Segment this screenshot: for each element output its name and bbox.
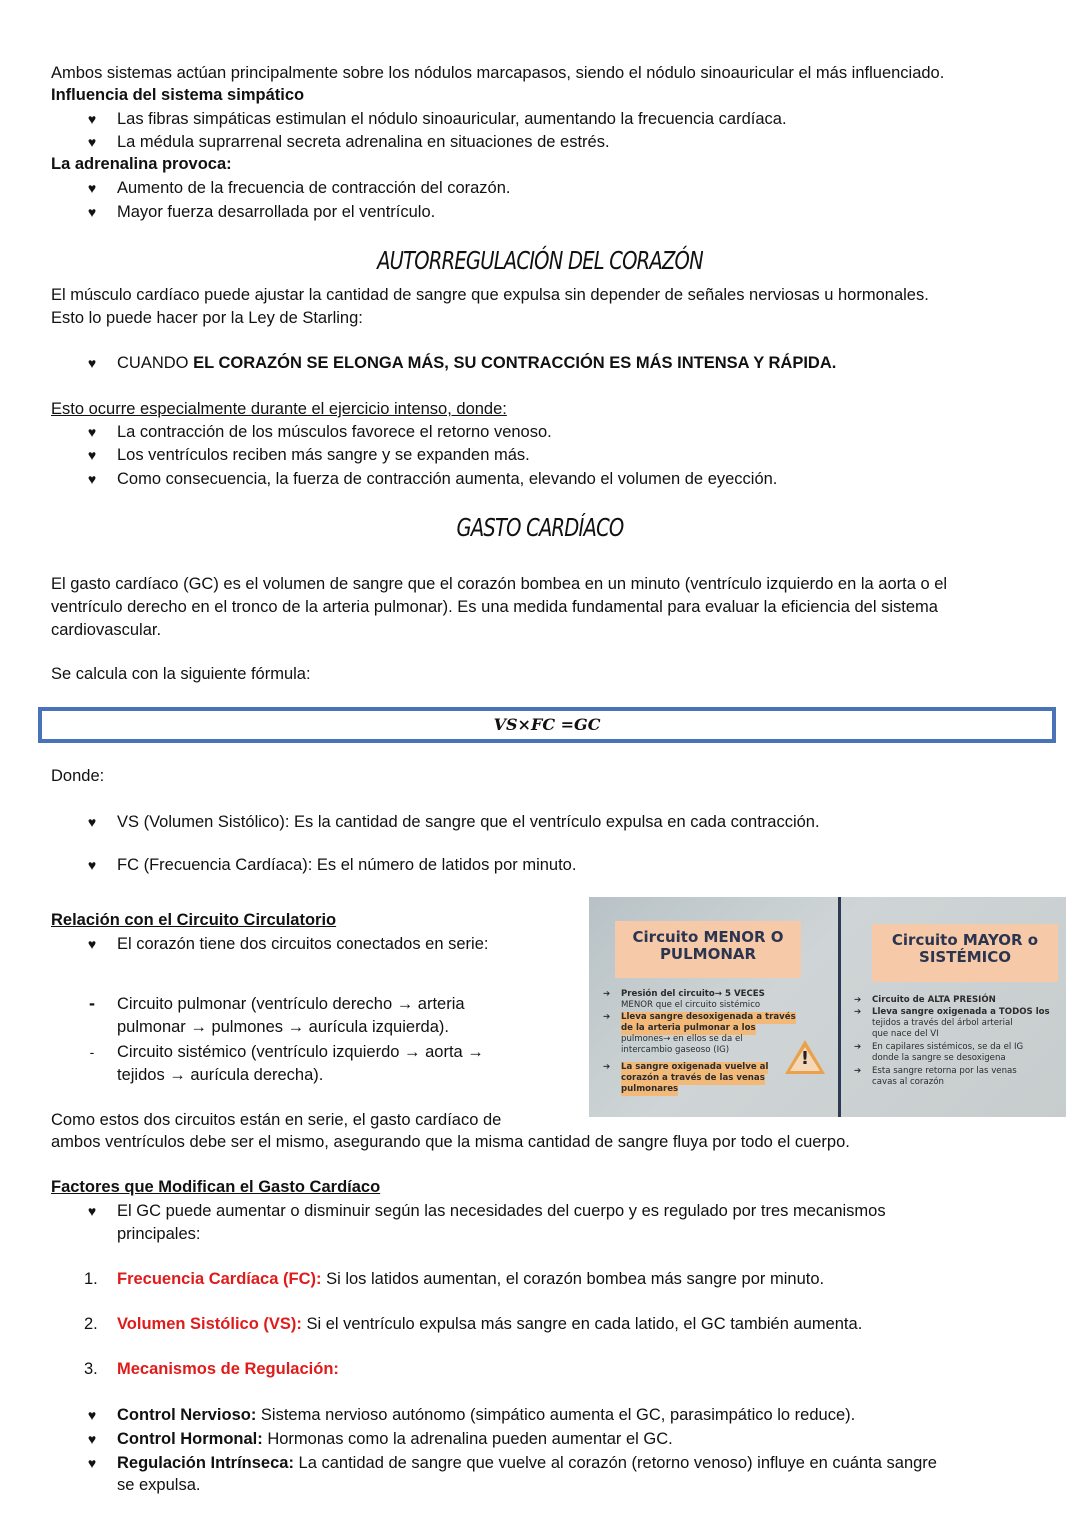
- sistemico-item-2-line: Lleva sangre oxigenada a TODOS los: [872, 1007, 1050, 1017]
- donde-label: Donde:: [51, 767, 105, 785]
- gasto-paragraph-line-2: ventrículo derecho en el tronco de la arteria pulmonar). Es una medida fundamental para evaluar la eficiencia del sistema: [51, 598, 938, 616]
- mechanism-text: Sistema nervioso autónomo (simpático aumenta el GC, parasimpático lo reduce).: [256, 1406, 856, 1424]
- list-item: Las fibras simpáticas estimulan el nódulo sinoauricular, aumentando la frecuencia cardíaca.: [117, 110, 787, 128]
- mechanism-intrinseca: [117, 1452, 937, 1474]
- arrow-icon: ➔: [854, 1042, 862, 1052]
- heart-bullet-icon: ♥: [87, 1407, 97, 1423]
- adrenalina-heading: La adrenalina provoca:: [51, 155, 232, 173]
- heart-bullet-icon: ♥: [87, 180, 97, 196]
- list-item: Como consecuencia, la fuerza de contracción aumenta, elevando el volumen de eyección.: [117, 470, 778, 488]
- heart-bullet-icon: ♥: [87, 1203, 97, 1219]
- heart-bullet-icon: ♥: [87, 936, 97, 952]
- heart-bullet-icon: ♥: [87, 355, 97, 371]
- factor-fc: [117, 1268, 824, 1290]
- image-divider: [838, 897, 841, 1117]
- sistemico-item-4-line: Esta sangre retorna por las venas: [872, 1066, 1017, 1076]
- factor-label: Frecuencia Cardíaca (FC):: [117, 1270, 322, 1288]
- pulmonar-item-2-line: de la arteria pulmonar a los: [621, 1023, 756, 1033]
- warning-mark: !: [800, 1048, 810, 1069]
- circuito-conclusion-line-1: Como estos dos circuitos están en serie, el gasto cardíaco de: [51, 1111, 502, 1129]
- list-item: La contracción de los músculos favorece el retorno venoso.: [117, 423, 552, 441]
- dash-bullet-icon: -: [89, 1044, 95, 1060]
- sistemico-item-2-line: tejidos a través del árbol arterial: [872, 1018, 1013, 1028]
- circuito-conclusion-line-2: ambos ventrículos debe ser el mismo, asegurando que la misma cantidad de sangre fluya por todo el cuerpo.: [51, 1133, 850, 1151]
- heart-bullet-icon: ♥: [87, 134, 97, 150]
- factores-intro-line-1: El GC puede aumentar o disminuir según las necesidades del cuerpo y es regulado por tres mecanismos: [117, 1202, 886, 1220]
- pulmonar-item-1-line: Presión del circuito→ 5 VECES: [621, 989, 765, 999]
- arrow-icon: ➔: [603, 989, 611, 999]
- heart-bullet-icon: ♥: [87, 111, 97, 127]
- heart-bullet-icon: ♥: [87, 204, 97, 220]
- mechanism-label: Regulación Intrínseca:: [117, 1454, 294, 1472]
- heart-bullet-icon: ♥: [87, 1431, 97, 1447]
- sistemico-item-3-line: donde la sangre se desoxigena: [872, 1053, 1006, 1063]
- heart-bullet-icon: ♥: [87, 814, 97, 830]
- formula-intro: Se calcula con la siguiente fórmula:: [51, 665, 311, 683]
- arrow-icon: ➔: [854, 995, 862, 1005]
- mechanism-text: Hormonas como la adrenalina pueden aumentar el GC.: [262, 1430, 673, 1448]
- list-item: La médula suprarrenal secreta adrenalina en situaciones de estrés.: [117, 133, 610, 151]
- heart-bullet-icon: ♥: [87, 424, 97, 440]
- mechanism-label: Control Nervioso:: [117, 1406, 257, 1424]
- sistemico-title-line-1: Circuito MAYOR o: [891, 931, 1039, 949]
- mechanism-intrinseca-line-2: se expulsa.: [117, 1476, 201, 1494]
- pulmonar-panel-title: [615, 921, 801, 978]
- sistemico-item-3-line: En capilares sistémicos, se da el IG: [872, 1042, 1024, 1052]
- number-2: 2.: [84, 1315, 98, 1333]
- dash-bullet-icon: -: [89, 993, 95, 1013]
- heart-bullet-icon: ♥: [87, 447, 97, 463]
- pulmonar-item-1-line: MENOR que el circuito sistémico: [621, 1000, 761, 1010]
- arrow-icon: ➔: [603, 1012, 611, 1022]
- sistemico-item-2-line: que nace del VI: [872, 1029, 939, 1039]
- formula: VS×FC =GC: [493, 715, 601, 734]
- circuito-pulmonar-line-2: pulmonar → pulmones → aurícula izquierda).: [117, 1018, 449, 1036]
- heart-bullet-icon: ♥: [87, 471, 97, 487]
- heart-bullet-icon: ♥: [87, 857, 97, 873]
- starling-prefix: CUANDO: [117, 354, 194, 372]
- factor-text: Si los latidos aumentan, el corazón bombea más sangre por minuto.: [321, 1270, 825, 1288]
- circuito-intro: El corazón tiene dos circuitos conectados en serie:: [117, 935, 489, 953]
- pulmonar-item-2-line: pulmones→ en ellos se da el: [621, 1034, 743, 1044]
- pulmonar-title-line-2: PULMONAR: [659, 945, 757, 963]
- pulmonar-item-3-line: pulmonares: [621, 1084, 679, 1094]
- factores-heading: Factores que Modifican el Gasto Cardíaco: [51, 1178, 381, 1196]
- sistemico-item-4-line: cavas al corazón: [872, 1077, 944, 1087]
- list-item: Aumento de la frecuencia de contracción del corazón.: [117, 179, 511, 197]
- gasto-paragraph-line-3: cardiovascular.: [51, 621, 162, 639]
- factor-text: Si el ventrículo expulsa más sangre en cada latido, el GC también aumenta.: [301, 1315, 863, 1333]
- factor-label: Volumen Sistólico (VS):: [117, 1315, 302, 1333]
- ejercicio-heading: Esto ocurre especialmente durante el ejercicio intenso, donde:: [51, 400, 507, 418]
- mechanism-text: La cantidad de sangre que vuelve al corazón (retorno venoso) influye en cuánta sangre: [293, 1454, 937, 1472]
- circuito-sistemico-line-2: tejidos → aurícula derecha).: [117, 1066, 324, 1084]
- autorregulacion-paragraph-line-2: Esto lo puede hacer por la Ley de Starling:: [51, 309, 363, 327]
- number-1: 1.: [84, 1270, 98, 1288]
- mechanism-nervioso: [117, 1404, 855, 1426]
- sistemico-item-1-line: Circuito de ALTA PRESIÓN: [872, 995, 996, 1005]
- arrow-icon: ➔: [603, 1062, 611, 1072]
- simpatico-heading: Influencia del sistema simpático: [51, 86, 305, 104]
- number-3: 3.: [84, 1360, 98, 1378]
- starling-bold: EL CORAZÓN SE ELONGA MÁS, SU CONTRACCIÓN ES MÁS INTENSA Y RÁPIDA.: [193, 354, 837, 372]
- pulmonar-item-3-line: corazón a través de las venas: [621, 1073, 765, 1083]
- arrow-icon: ➔: [854, 1007, 862, 1017]
- factores-intro-line-2: principales:: [117, 1225, 201, 1243]
- factor-label: Mecanismos de Regulación:: [117, 1360, 339, 1378]
- intro-paragraph: Ambos sistemas actúan principalmente sobre los nódulos marcapasos, siendo el nódulo sinoauricular el más influenciado.: [51, 64, 945, 82]
- definition-vs: VS (Volumen Sistólico): Es la cantidad de sangre que el ventrículo expulsa en cada contracción.: [117, 813, 820, 831]
- pulmonar-item-2-line: Lleva sangre desoxigenada a través: [621, 1012, 796, 1022]
- circuit-comparison-image: [589, 897, 1066, 1117]
- factor-regulacion: [117, 1358, 339, 1380]
- circuito-heading: Relación con el Circuito Circulatorio: [51, 911, 337, 929]
- pulmonar-item-2-line: intercambio gaseoso (IG): [621, 1045, 730, 1055]
- heart-bullet-icon: ♥: [87, 1455, 97, 1471]
- sistemico-panel-title: [872, 924, 1058, 982]
- pulmonar-item-3-line: La sangre oxigenada vuelve al: [621, 1062, 769, 1072]
- sistemico-title-line-2: SISTÉMICO: [919, 948, 1011, 966]
- list-item: Los ventrículos reciben más sangre y se expanden más.: [117, 446, 530, 464]
- definition-fc: FC (Frecuencia Cardíaca): Es el número de latidos por minuto.: [117, 856, 577, 874]
- section-title-autorregulacion: AUTORREGULACIÓN DEL CORAZÓN: [377, 246, 703, 275]
- circuito-sistemico-line-1: Circuito sistémico (ventrículo izquierdo → aorta →: [117, 1043, 484, 1061]
- factor-vs: [117, 1313, 862, 1335]
- pulmonar-title-line-1: Circuito MENOR O: [632, 928, 784, 946]
- starling-law-statement: [117, 352, 836, 374]
- section-title-gasto: GASTO CARDÍACO: [456, 513, 624, 542]
- arrow-icon: ➔: [854, 1066, 862, 1076]
- gasto-paragraph-line-1: El gasto cardíaco (GC) es el volumen de sangre que el corazón bombea en un minuto (ventrículo izquierdo en la aorta o el: [51, 575, 948, 593]
- circuito-pulmonar-line-1: Circuito pulmonar (ventrículo derecho → arteria: [117, 995, 465, 1013]
- mechanism-hormonal: [117, 1428, 673, 1450]
- list-item: Mayor fuerza desarrollada por el ventrículo.: [117, 203, 436, 221]
- mechanism-label: Control Hormonal:: [117, 1430, 263, 1448]
- autorregulacion-paragraph-line-1: El músculo cardíaco puede ajustar la cantidad de sangre que expulsa sin depender de señales nerviosas u hormonales.: [51, 286, 929, 304]
- formula-box: [38, 707, 1056, 743]
